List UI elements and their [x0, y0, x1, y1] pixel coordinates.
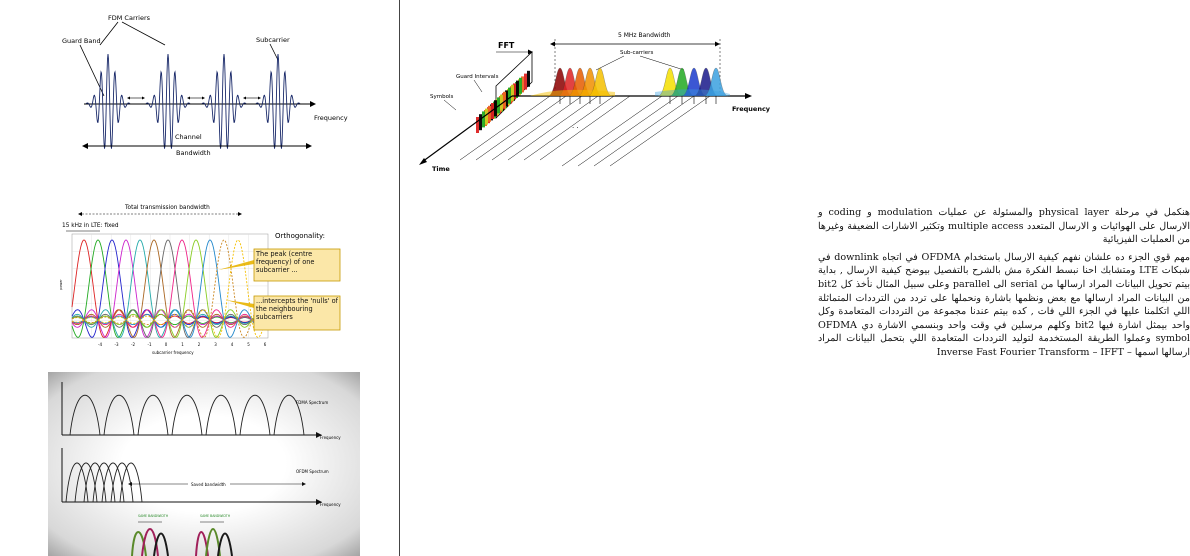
subcarrier-label: Subcarrier [256, 36, 290, 44]
orthogonality-title: Orthogonality: [275, 232, 325, 240]
x-tick-label: 0 [164, 342, 168, 347]
fdma-spectrum-label: FDMA Spectrum [296, 400, 329, 405]
x-tick-label: 1 [181, 342, 184, 347]
guard-intervals-label: Guard Intervals [456, 74, 499, 80]
paragraph-2: مهم قوي الجزء ده علشان نفهم كيفية الارسال باستخدام OFDMA في اتجاه downlink في شبكات LTE ومتشابك احنا نبسط الفكرة مش بالشرح بالتفصيل بيوضح كيفية الارسال , بداية بيتم تحويل البيانات المراد ارسالها من serial الى parallel وعلى سبيل المثال نأخذ كل bit2 من البيانات المراد ارسالها مع بعض ونظمها باشارة ونحملها على تردد من الترددات المتماثلة اللي اتكلمنا عليها في الجزء اللي فات , كده بيتم عندنا مجموعة من الترددات المتعامدة وكل واحد بيمثل اشارة فيها bit2 وكلهم مرسلين في وقت واحد وبنسمي الاشارة دي OFDMA symbol وعملوا الطريقة المستخدمة لتوليد الترددات المتعامدة اللي بتحمل البيانات المراد ارسالها اسمها – Inverse Fast Fourier Transform – IFFT [818, 251, 1190, 358]
paragraph-1: هنكمل في مرحلة physical layer والمسئولة عن عمليات modulation و coding و الارسال على الهوائيات و الارسال المتعدد multiple access وتكثير الاشارات الضعيفة وغيرها من العمليات الفيزيائية [818, 207, 1190, 246]
bandwidth-label: 5 MHz Bandwidth [618, 32, 671, 39]
total-bw-label: Total transmission bandwidth [125, 205, 210, 211]
guard-band-label: Guard Band [62, 37, 101, 45]
fdma-vs-ofdm-figure [0, 370, 400, 556]
svg-text:· ·: · · [572, 124, 579, 132]
x-tick-label: 4 [230, 342, 234, 347]
x-tick-label: -3 [114, 342, 119, 347]
y-axis-label: power [59, 279, 63, 290]
x-tick-label: -4 [98, 342, 102, 347]
saved-bandwidth-label: Saved bandwidth [191, 482, 226, 487]
channel-label: Channel [175, 133, 202, 141]
same-bandwidth-right: SAME BANDWIDTH [200, 514, 231, 518]
x-tick-label: 6 [263, 342, 267, 347]
subcarriers-label: Sub-carriers [620, 50, 654, 56]
nulls-note: ...intercepts the 'nulls' of the neighbouring subcarriers [256, 297, 338, 322]
x-tick-label: -2 [131, 342, 135, 347]
frequency-label: Frequency [732, 105, 771, 113]
frequency-label-bottom: Frequency [320, 502, 341, 507]
fdm-carrier-4 [256, 54, 300, 149]
left-page [0, 0, 400, 556]
arabic-explanation [818, 206, 1190, 360]
subcarrier-peaks [530, 68, 730, 104]
peak-note: The peak (centre frequency) of one subcarrier ... [256, 250, 315, 275]
ofdma-time-frequency-figure [400, 0, 800, 180]
fft-label: FFT [498, 41, 515, 50]
time-label: Time [432, 165, 450, 173]
same-bandwidth-left: SAME BANDWIDTH [138, 514, 169, 518]
fdm-carriers-label: FDM Carriers [108, 14, 151, 22]
orthogonality-figure [0, 200, 400, 365]
x-axis-label: subcarrier frequency [152, 350, 194, 355]
right-page [400, 0, 1190, 556]
x-tick-label: 2 [197, 342, 201, 347]
fdm-carrier-3 [202, 54, 246, 149]
fdm-carrier-1 [86, 54, 130, 149]
frequency-label-top: Frequency [320, 435, 341, 440]
bandwidth-label: Bandwidth [176, 149, 211, 157]
fdm-carriers-figure [0, 0, 400, 180]
x-tick-label: 3 [214, 342, 217, 347]
x-tick-label: -1 [147, 342, 152, 347]
spacing-label: 15 kHz in LTE: fixed [62, 223, 119, 229]
x-tick-label: 5 [247, 342, 250, 347]
frequency-label: Frequency [314, 114, 348, 122]
ofdm-spectrum-label: OFDM Spectrum [296, 469, 329, 474]
symbols-label: Symbols [430, 94, 454, 100]
